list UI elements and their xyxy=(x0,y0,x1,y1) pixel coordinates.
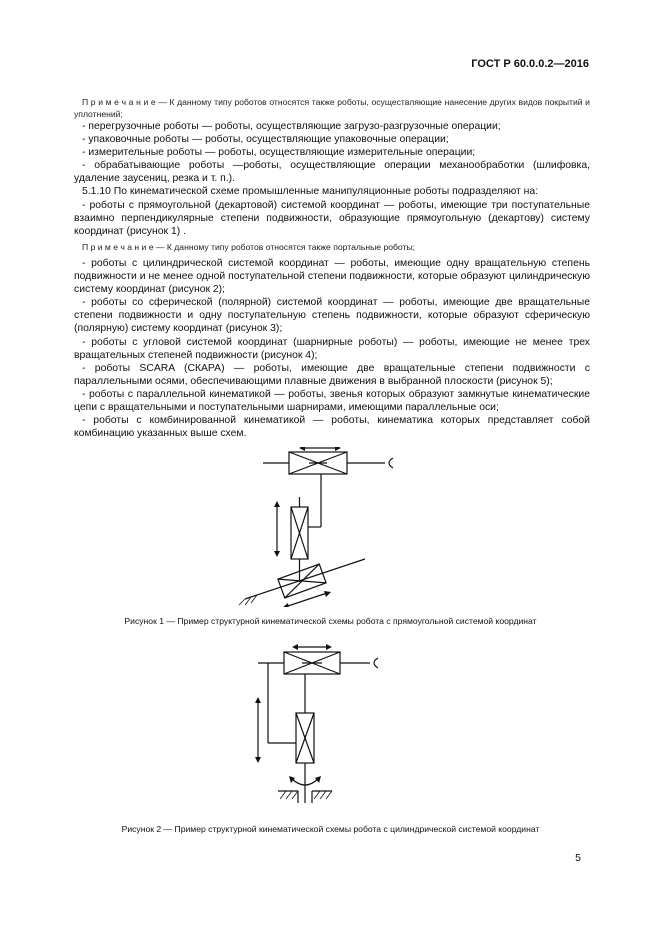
fig1-gripper xyxy=(389,458,393,468)
clause-5-1-10: 5.1.10 По кинематической схеме промышленные манипуляционные роботы подразделяют на: xyxy=(82,186,539,198)
list-item-angular-robots: - роботы с угловой системой координат (шарнирные роботы) — роботы, имеющие не менее трех вращательных степеней подвижности (рисунок 4); xyxy=(74,336,590,361)
figure-1-caption: Рисунок 1 — Пример структурной кинематической схемы робота с прямоугольной системой координат xyxy=(124,616,537,626)
list-item-combined-robots: - роботы с комбинированной кинематикой — роботы, кинематика которых представляет собой комбинацию указанных выше схем. xyxy=(74,415,590,440)
list-item-cylindrical-robots: - роботы с цилиндрической системой координат — роботы, имеющие одну вращательную степень подвижности и не менее одной поступательной степени подвижности, которые образуют цилиндрическую систему координат (рисунок 2); xyxy=(74,258,590,296)
note-paragraph-1: П р и м е ч а н и е — К данному типу роботов относятся также роботы, осуществляющие нанесение других видов покрытий и уплотнений; xyxy=(74,97,590,119)
list-item-measuring-robots: - измерительные роботы — роботы, осуществляющие измерительные операции; xyxy=(82,147,476,159)
fig2-base-hatching xyxy=(280,791,332,799)
figure-2-kinematic-diagram xyxy=(240,643,400,813)
list-item-cartesian-robots: - роботы с прямоугольной (декартовой) системой координат — роботы, имеющие три поступательные взаимно перпендикулярные степени подвижности, образующие прямоугольную (декартову) систему координат (рисунок 1) . xyxy=(74,199,590,237)
list-item-packing-robots: - упаковочные роботы — роботы, осуществляющие упаковочные операции; xyxy=(82,134,449,146)
list-item-machining-robots: - обрабатывающие роботы —роботы, осуществляющие операции механообработки (шлифовка, удаление заусениц, резка и т. п.). xyxy=(74,160,590,185)
fig2-gripper xyxy=(374,658,378,668)
page-number: 5 xyxy=(575,852,581,864)
list-item-scara-robots: - роботы SCARA (СКАРА) — роботы, имеющие две вращательные степени подвижности с параллельными осями, обеспечивающими плавные движения в выбранной плоскости (рисунок 5); xyxy=(74,362,590,387)
list-item-parallel-robots: - роботы с параллельной кинематикой — роботы, звенья которых образуют замкнутые кинематические цепи с вращательными и поступательными шарнирами, имеющими параллельные оси; xyxy=(74,388,590,414)
text-block-2 xyxy=(74,241,590,440)
text-block-1 xyxy=(74,96,590,238)
figure-2-caption: Рисунок 2 — Пример структурной кинематической схемы робота с цилиндрической системой координат xyxy=(121,824,540,834)
figure-1-kinematic-diagram xyxy=(225,447,415,607)
note-paragraph-2: П р и м е ч а н и е — К данному типу роботов относятся также портальные роботы; xyxy=(82,242,416,252)
document-header-id: ГОСТ Р 60.0.0.2—2016 xyxy=(471,58,589,70)
list-item-transfer-robots: - перегрузочные роботы — роботы, осуществляющие загрузо-разгрузочные операции; xyxy=(82,121,501,132)
list-item-spherical-robots: - роботы со сферической (полярной) системой координат — роботы, имеющие две вращательные степени подвижности и одну поступательную степень подвижности, которые образуют сферическую (полярную) систему координат (рисунок 3); xyxy=(74,297,590,335)
